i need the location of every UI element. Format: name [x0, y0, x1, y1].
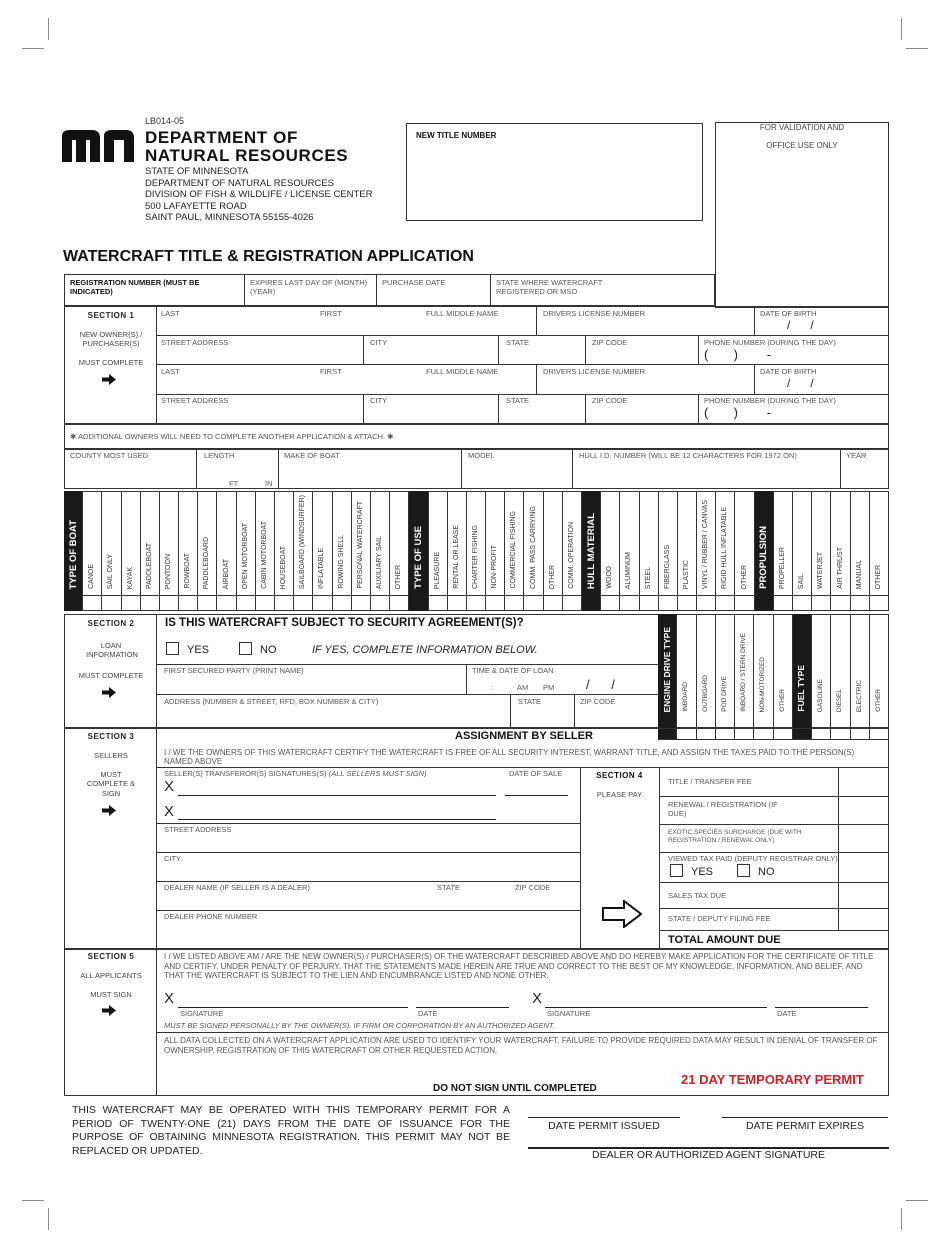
fee-exotic-species[interactable]: EXOTIC SPECIES SURCHARGE (DUE WITH REGISTRATION / RENEWAL ONLY) — [668, 829, 802, 844]
viewed-tax-no-label: NO — [758, 866, 775, 878]
engine-drive-header-label: ENGINE DRIVE TYPE — [661, 626, 672, 712]
owner2-dob-slashes: / / — [787, 376, 814, 390]
propulsion-header-column — [755, 491, 774, 595]
owner1-city-label[interactable]: CITY — [370, 338, 388, 347]
type-of-boat-option-checkbox[interactable] — [390, 595, 409, 611]
crop-mark — [22, 48, 44, 49]
type-of-boat-option-label: PADDLEBOARD — [203, 536, 211, 589]
type-of-use-option-label: RENTAL OR LEASE — [452, 525, 460, 589]
type-of-boat-option-label: KAYAK — [126, 566, 134, 589]
type-of-use-option-column[interactable] — [544, 491, 563, 595]
type-of-boat-option-checkbox[interactable] — [294, 595, 313, 611]
address-line: 500 LAFAYETTE ROAD — [145, 200, 247, 212]
owner2-dob-label[interactable]: DATE OF BIRTH — [760, 367, 817, 376]
crop-mark — [906, 48, 928, 49]
type-of-boat-option-checkbox[interactable] — [122, 595, 141, 611]
type-of-boat-option-column[interactable] — [333, 491, 352, 595]
type-of-boat-option-label: HOUSEBOAT — [280, 545, 288, 589]
hull-material-option-label: PLASTIC — [683, 559, 691, 589]
fee-title-transfer[interactable]: TITLE / TRANSFER FEE — [668, 777, 752, 786]
propulsion-option-label: MANUAL — [855, 559, 863, 589]
owner2-middle-label[interactable]: FULL MIDDLE NAME — [426, 367, 499, 376]
propulsion-option-checkbox[interactable] — [870, 595, 889, 611]
right-arrow-icon — [102, 372, 116, 383]
hull-material-option-checkbox[interactable] — [620, 595, 639, 611]
type-of-boat-option-column[interactable] — [122, 491, 141, 595]
owner2-state-label[interactable]: STATE — [506, 396, 530, 405]
propulsion-option-checkbox[interactable] — [774, 595, 793, 611]
type-of-boat-option-checkbox[interactable] — [352, 595, 371, 611]
engine-drive-option-column[interactable] — [735, 614, 754, 718]
signature-label: SIGNATURE — [180, 1009, 224, 1018]
owner2-last-label[interactable]: LAST — [161, 367, 180, 376]
dealer-state-label[interactable]: STATE — [437, 883, 461, 892]
type-of-boat-option-label: OPEN MOTORBOAT — [241, 522, 249, 589]
type-of-boat-header-label: TYPE OF BOAT — [67, 519, 79, 589]
hull-material-option-label: STEEL — [644, 566, 652, 589]
type-of-boat-header-column — [64, 491, 83, 595]
type-of-boat-option-column[interactable] — [294, 491, 313, 595]
owner1-street-label[interactable]: STREET ADDRESS — [161, 338, 229, 347]
loan-address-label[interactable]: ADDRESS (NUMBER & STREET, RFD, BOX NUMBER & CITY) — [164, 697, 379, 706]
type-of-use-option-checkbox[interactable] — [563, 595, 582, 611]
right-arrow-icon — [102, 1003, 116, 1014]
loan-zip-label[interactable]: ZIP CODE — [580, 697, 616, 706]
applicant-statement: I / WE LISTED ABOVE AM / ARE THE NEW OWNER(S) / PURCHASER(S) OF THE WATERCRAFT DESCRIBED ABOVE AND DO HEREBY MAKE APPLICATION FOR THE CERTIFICATE OF TITLE AND CERTIFY, UNDER PENALTY OF PERJURY, THAT THE STATEMENTS MADE HEREIN ARE TRUE AND CORRECT TO THE BEST OF MY KNOWLEDGE, INFORMATION, AND BELIEF, AND THAT THE WATERCRAFT IS SUBJECT TO THE LIEN AND ENCUMBRANCE LISTED AND NONE OTHER. — [164, 952, 874, 980]
type-of-boat-option-checkbox[interactable] — [198, 595, 217, 611]
propulsion-option-column[interactable] — [870, 491, 889, 595]
viewed-tax-yes-checkbox[interactable] — [670, 864, 683, 877]
seller-street-label[interactable]: STREET ADDRESS — [164, 825, 232, 834]
type-of-boat-option-column[interactable] — [179, 491, 198, 595]
type-of-use-option-column[interactable] — [429, 491, 448, 595]
sellers-sig-label-b: (ALL SELLERS MUST SIGN) — [328, 769, 427, 778]
seller-x-mark: X — [164, 803, 175, 820]
fuel-type-header-label: FUEL TYPE — [796, 665, 807, 712]
hull-material-option-column[interactable] — [678, 491, 697, 595]
date-of-sale-label[interactable]: DATE OF SALE — [509, 769, 563, 778]
type-of-use-option-label: COMM. PASS CARRYING — [529, 506, 537, 589]
engine-drive-option-column[interactable] — [774, 614, 793, 718]
hull-material-option-label: VINYL / RUBBER / CANVAS — [702, 499, 710, 589]
agency-address — [145, 166, 373, 224]
type-of-boat-option-checkbox[interactable] — [102, 595, 121, 611]
type-of-boat-option-column[interactable] — [390, 491, 409, 595]
fee-sales-tax[interactable]: SALES TAX DUE — [668, 891, 727, 900]
purchase-date-label[interactable]: PURCHASE DATE — [382, 278, 446, 287]
seller-signature-line-2[interactable] — [178, 819, 496, 820]
date-label: DATE — [418, 1009, 438, 1018]
propulsion-option-checkbox[interactable] — [831, 595, 850, 611]
type-of-boat-option-label: ROWBOAT — [184, 553, 192, 589]
length-label[interactable]: LENGTH — [204, 451, 235, 460]
type-of-boat-option-column[interactable] — [141, 491, 160, 595]
propulsion-option-column[interactable] — [774, 491, 793, 595]
hull-material-option-column[interactable] — [601, 491, 620, 595]
dealer-phone-label[interactable]: DEALER PHONE NUMBER — [164, 912, 258, 921]
hull-material-option-checkbox[interactable] — [697, 595, 716, 611]
type-of-boat-option-column[interactable] — [160, 491, 179, 595]
applicant-date-line-2[interactable] — [775, 1007, 868, 1008]
fuel-type-option-column[interactable] — [812, 614, 831, 718]
seller-x-mark: X — [164, 778, 175, 795]
type-of-use-option-label: PLEASURE — [433, 551, 441, 589]
loan-yes-checkbox[interactable] — [166, 642, 179, 655]
type-of-boat-option-column[interactable] — [313, 491, 332, 595]
type-of-use-option-checkbox[interactable] — [524, 595, 543, 611]
type-of-use-option-column[interactable] — [448, 491, 467, 595]
type-of-boat-option-label: PADDLEBOAT — [145, 542, 153, 589]
type-of-boat-option-label: CABIN MOTORBOAT — [260, 521, 268, 589]
hull-material-header-label: HULL MATERIAL — [585, 512, 597, 589]
propulsion-option-label: SAIL — [798, 573, 806, 589]
loan-yes-label: YES — [187, 644, 210, 656]
type-of-boat-option-label: PERSONAL WATERCRAFT — [356, 501, 364, 589]
certify-text: I / WE THE OWNERS OF THIS WATERCRAFT CERTIFY THE WATERCRAFT IS FREE OF ALL SECURITY INTEREST, WARRANT TITLE, AND ASSIGN THE TAXES PAID TO THE PERSON(S) NAMED ABOVE — [164, 748, 855, 766]
type-of-boat-option-checkbox[interactable] — [333, 595, 352, 611]
propulsion-option-column[interactable] — [793, 491, 812, 595]
owner2-first-label[interactable]: FIRST — [320, 367, 342, 376]
type-of-boat-option-checkbox[interactable] — [83, 595, 102, 611]
type-of-boat-option-label: ROWING SHELL — [337, 535, 345, 589]
loan-am-label[interactable]: AM — [517, 683, 529, 692]
type-of-boat-option-checkbox[interactable] — [371, 595, 390, 611]
loan-no-label: NO — [260, 644, 277, 656]
type-of-use-option-checkbox[interactable] — [486, 595, 505, 611]
form-title: WATERCRAFT TITLE & REGISTRATION APPLICATION — [63, 248, 474, 265]
type-of-boat-option-checkbox[interactable] — [275, 595, 294, 611]
owner1-license-label[interactable]: DRIVERS LICENSE NUMBER — [543, 309, 646, 318]
type-of-boat-option-column[interactable] — [102, 491, 121, 595]
hull-material-option-checkbox[interactable] — [678, 595, 697, 611]
section3-sub1: SELLERS — [94, 751, 128, 760]
address-line: DEPARTMENT OF NATURAL RESOURCES — [145, 177, 334, 189]
fee-filing[interactable]: STATE / DEPUTY FILING FEE — [668, 914, 771, 923]
type-of-boat-option-checkbox[interactable] — [160, 595, 179, 611]
fuel-type-header-column — [793, 614, 812, 718]
first-secured-label[interactable]: FIRST SECURED PARTY (PRINT NAME) — [164, 666, 304, 675]
type-of-use-option-label: COMMERCIAL FISHING — [510, 511, 518, 589]
applicant-signature-line-1[interactable] — [178, 1007, 408, 1008]
time-date-label[interactable]: TIME & DATE OF LOAN — [472, 666, 554, 675]
validation-box — [715, 122, 889, 308]
engine-drive-option-column[interactable] — [697, 614, 716, 718]
hull-material-option-checkbox[interactable] — [601, 595, 620, 611]
type-of-use-option-column[interactable] — [524, 491, 543, 595]
dept-line1: DEPARTMENT OF — [145, 128, 298, 147]
data-notice: ALL DATA COLLECTED ON A WATERCRAFT APPLICATION ARE USED TO IDENTIFY YOUR WATERCRAFT. FAILURE TO PROVIDE REQUIRED DATA MAY RESULT IN DENIAL OF TRANSFER OF OWNERSHIP, REGISTRATION OF THIS WATERCRAFT OR OTHER REQUESTED ACTION. — [164, 1036, 878, 1055]
type-of-boat-option-label: SAILBOARD (WINDSURFER) — [299, 494, 307, 589]
type-of-use-option-label: OTHER — [548, 564, 556, 589]
engine-drive-option-label: OUTBOARD — [701, 675, 709, 712]
type-of-boat-option-label: OTHER — [395, 564, 403, 589]
hull-material-header-checkbox — [582, 595, 601, 611]
section1-title: SECTION 1 — [87, 311, 135, 320]
dealer-name-label[interactable]: DEALER NAME (IF SELLER IS A DEALER) — [164, 883, 310, 892]
section2-title: SECTION 2 — [87, 619, 135, 628]
seller-city-label[interactable]: CITY — [164, 854, 182, 863]
applicant-signature-line-2[interactable] — [545, 1007, 767, 1008]
crop-mark — [48, 18, 49, 40]
fee-viewed-tax[interactable]: VIEWED TAX PAID (DEPUTY REGISTRAR ONLY) — [668, 854, 838, 863]
section1-sub1: NEW OWNER(S) / PURCHASER(S) — [79, 330, 143, 349]
type-of-boat-option-label: AUXILIARY SAIL — [376, 535, 384, 589]
type-of-boat-option-column[interactable] — [256, 491, 275, 595]
assignment-by-seller: ASSIGNMENT BY SELLER — [455, 730, 593, 742]
propulsion-option-column[interactable] — [812, 491, 831, 595]
type-of-boat-option-column[interactable] — [237, 491, 256, 595]
fuel-type-option-label: ELECTRIC — [855, 679, 863, 712]
hull-material-option-checkbox[interactable] — [640, 595, 659, 611]
fee-renewal[interactable]: RENEWAL / REGISTRATION (IF DUE) — [668, 800, 778, 818]
loan-state-label[interactable]: STATE — [518, 697, 542, 706]
hull-material-option-label: RIGID HULL INFLATABLE — [721, 507, 729, 589]
hull-material-option-column[interactable] — [736, 491, 755, 595]
hull-id-label[interactable]: HULL I.D. NUMBER (WILL BE 12 CHARACTERS FOR 1972 ON) — [579, 451, 797, 460]
engine-drive-option-label: OTHER — [778, 689, 786, 712]
engine-drive-option-label: INBOARD — [682, 682, 690, 712]
engine-drive-option-column[interactable] — [754, 614, 773, 718]
propulsion-option-label: OTHER — [874, 564, 882, 589]
type-of-use-header-label: TYPE OF USE — [412, 526, 424, 589]
type-of-use-option-checkbox[interactable] — [429, 595, 448, 611]
if-yes-note: IF YES, COMPLETE INFORMATION BELOW. — [312, 644, 538, 656]
type-of-boat-option-label: AIRBOAT — [222, 558, 230, 589]
hull-material-option-label: WOOD — [606, 566, 614, 589]
expires-label[interactable]: EXPIRES LAST DAY OF (MONTH) (YEAR) — [250, 278, 368, 296]
hull-material-option-checkbox[interactable] — [736, 595, 755, 611]
date-of-sale-line[interactable] — [505, 795, 568, 796]
owner2-city-label[interactable]: CITY — [370, 396, 388, 405]
date-label: DATE — [777, 1009, 797, 1018]
date-issued-label: DATE PERMIT ISSUED — [548, 1120, 660, 1132]
owner1-phone-label[interactable]: PHONE NUMBER (DURING THE DAY) — [704, 338, 836, 347]
type-of-use-option-column[interactable] — [563, 491, 582, 595]
section5-title: SECTION 5 — [87, 952, 135, 961]
type-of-boat-option-checkbox[interactable] — [217, 595, 236, 611]
type-of-use-option-column[interactable] — [505, 491, 524, 595]
type-of-boat-option-label: SAIL ONLY — [107, 553, 115, 589]
propulsion-option-label: AIR THRUST — [836, 547, 844, 589]
sellers-sig-label-a: SELLER(S) TRANSFEROR(S) SIGNATURES(S) — [164, 769, 327, 778]
engine-drive-option-label: POD DRIVE — [720, 676, 728, 712]
type-of-use-option-label: NON-PROFIT — [491, 545, 499, 589]
type-of-use-option-column[interactable] — [486, 491, 505, 595]
permit-text: THIS WATERCRAFT MAY BE OPERATED WITH THIS TEMPORARY PERMIT FOR A PERIOD OF TWENTY-ONE (21) DAYS FROM THE DATE OF ISSUANCE FOR THE PURPOSE OF OBTAINING MINNESOTA REGISTRATION. THIS PERMIT MAY NOT BE REPLACED OR UPDATED. — [72, 1104, 510, 1157]
total-amount-due: TOTAL AMOUNT DUE — [668, 934, 781, 946]
type-of-boat-option-label: PONTOON — [165, 553, 172, 589]
engine-drive-option-label: INBOARD / STERN DRIVE — [740, 633, 748, 712]
propulsion-option-checkbox[interactable] — [793, 595, 812, 611]
right-arrow-icon — [102, 803, 116, 814]
hull-material-option-column[interactable] — [640, 491, 659, 595]
validation-label — [716, 117, 888, 153]
type-of-boat-header-checkbox — [64, 595, 83, 611]
hull-material-option-column[interactable] — [697, 491, 716, 595]
owner2-zip-label[interactable]: ZIP CODE — [592, 396, 628, 405]
hull-material-option-checkbox[interactable] — [659, 595, 678, 611]
fuel-type-option-column[interactable] — [831, 614, 850, 718]
hull-material-option-label: OTHER — [740, 564, 748, 589]
type-of-boat-option-column[interactable] — [275, 491, 294, 595]
dealer-zip-label[interactable]: ZIP CODE — [515, 883, 551, 892]
type-of-boat-option-checkbox[interactable] — [179, 595, 198, 611]
right-arrow-icon — [102, 685, 116, 696]
fuel-type-option-label: DIESEL — [836, 688, 844, 712]
hull-material-option-column[interactable] — [659, 491, 678, 595]
hull-material-header-column — [582, 491, 601, 595]
date-issued-line[interactable] — [528, 1117, 680, 1118]
do-not-sign-note: DO NOT SIGN UNTIL COMPLETED — [433, 1083, 597, 1094]
state-registered-label[interactable]: STATE WHERE WATERCRAFT REGISTERED OR MSO — [496, 278, 603, 296]
engine-drive-option-label: NON-MOTORIZED — [759, 656, 767, 712]
type-of-use-option-checkbox[interactable] — [544, 595, 563, 611]
outline-arrow-icon — [602, 900, 642, 928]
crop-mark — [901, 18, 902, 40]
propulsion-option-label: PROPELLER — [778, 546, 786, 589]
crop-mark — [22, 1200, 44, 1201]
type-of-boat-option-checkbox[interactable] — [256, 595, 275, 611]
type-of-boat-option-column[interactable] — [198, 491, 217, 595]
please-pay-label: PLEASE PAY — [596, 790, 643, 799]
propulsion-option-checkbox[interactable] — [812, 595, 831, 611]
year-label[interactable]: YEAR — [846, 451, 867, 460]
owner2-phone-label[interactable]: PHONE NUMBER (DURING THE DAY) — [704, 396, 836, 405]
temp-permit-title: 21 DAY TEMPORARY PERMIT — [681, 1072, 864, 1087]
date-expires-label: DATE PERMIT EXPIRES — [745, 1120, 865, 1132]
model-label[interactable]: MODEL — [468, 451, 495, 460]
section5-sub2: MUST SIGN — [90, 990, 132, 999]
hull-material-option-column[interactable] — [620, 491, 639, 595]
new-title-number-box[interactable] — [406, 123, 703, 221]
hull-material-option-label: ALUMINUM — [625, 551, 633, 589]
fuel-type-option-label: OTHER — [874, 689, 882, 712]
owner1-first-label[interactable]: FIRST — [320, 309, 342, 318]
section2-sub1: LOAN INFORMATION — [86, 641, 138, 660]
type-of-use-header-column — [409, 491, 428, 595]
county-label[interactable]: COUNTY MOST USED — [70, 451, 149, 460]
hull-material-option-checkbox[interactable] — [716, 595, 735, 611]
address-line: STATE OF MINNESOTA — [145, 166, 249, 177]
registration-number-label[interactable]: REGISTRATION NUMBER (MUST BE INDICATED) — [70, 278, 200, 296]
propulsion-option-column[interactable] — [831, 491, 850, 595]
sellers-sig-label — [164, 770, 427, 778]
viewed-tax-no-checkbox[interactable] — [737, 864, 750, 877]
type-of-use-option-label: CHARTER FISHING — [471, 524, 479, 589]
validation-line2: OFFICE USE ONLY — [766, 141, 838, 150]
owner1-last-label[interactable]: LAST — [161, 309, 180, 318]
section2-sub2: MUST COMPLETE — [78, 671, 144, 680]
owner2-license-label[interactable]: DRIVERS LICENSE NUMBER — [543, 367, 646, 376]
hull-material-option-label: FIBERGLASS — [663, 545, 671, 589]
loan-time-colon: : — [491, 683, 494, 692]
applicant-date-line-1[interactable] — [416, 1007, 509, 1008]
owner1-phone-format: ( ) - — [704, 347, 772, 362]
address-line: SAINT PAUL, MINNESOTA 55155-4026 — [145, 212, 314, 223]
security-question: IS THIS WATERCRAFT SUBJECT TO SECURITY AGREEMENT(S)? — [165, 617, 524, 629]
propulsion-header-checkbox — [755, 595, 774, 611]
type-of-boat-option-checkbox[interactable] — [237, 595, 256, 611]
owner2-phone-format: ( ) - — [704, 405, 772, 420]
address-line: DIVISION OF FISH & WILDLIFE / LICENSE CENTER — [145, 189, 373, 200]
propulsion-option-checkbox[interactable] — [851, 595, 870, 611]
type-of-use-option-checkbox[interactable] — [467, 595, 486, 611]
propulsion-header-label: PROPULSION — [758, 526, 770, 589]
owner1-zip-label[interactable]: ZIP CODE — [592, 338, 628, 347]
validation-line1: FOR VALIDATION AND — [756, 123, 848, 132]
section3-title: SECTION 3 — [87, 732, 135, 741]
engine-drive-header-column — [658, 614, 677, 718]
type-of-boat-option-column[interactable] — [217, 491, 236, 595]
form-code: LB014-05 — [145, 116, 185, 126]
loan-no-checkbox[interactable] — [239, 642, 252, 655]
seller-signature-line-1[interactable] — [178, 795, 496, 796]
type-of-boat-option-column[interactable] — [352, 491, 371, 595]
length-in-label: IN — [265, 479, 273, 488]
propulsion-option-column[interactable] — [851, 491, 870, 595]
section5-sub1: ALL APPLICANTS — [80, 971, 142, 980]
owner1-dob-slashes: / / — [787, 318, 814, 332]
fuel-type-option-column[interactable] — [870, 614, 889, 718]
hull-material-option-column[interactable] — [716, 491, 735, 595]
applicant-x-mark: X — [164, 990, 175, 1007]
must-be-signed-note: MUST BE SIGNED PERSONALLY BY THE OWNER(S). IF FIRM OR CORPORATION BY AN AUTHORIZED AGENT. — [164, 1021, 555, 1030]
additional-owners-note: ✱ ADDITIONAL OWNERS WILL NEED TO COMPLETE ANOTHER APPLICATION & ATTACH. ✱ — [70, 432, 394, 441]
fuel-type-option-label: GASOLINE — [817, 678, 825, 712]
type-of-boat-option-column[interactable] — [371, 491, 390, 595]
crop-mark — [901, 1208, 902, 1230]
type-of-boat-option-checkbox[interactable] — [141, 595, 160, 611]
engine-drive-option-column[interactable] — [716, 614, 735, 718]
owner2-street-label[interactable]: STREET ADDRESS — [161, 396, 229, 405]
signature-label: SIGNATURE — [547, 1009, 591, 1018]
type-of-boat-option-column[interactable] — [83, 491, 102, 595]
dept-line2: NATURAL RESOURCES — [145, 146, 349, 165]
dealer-signature-label: DEALER OR AUTHORIZED AGENT SIGNATURE — [592, 1149, 825, 1161]
propulsion-option-label: WATERJET — [817, 552, 825, 589]
crop-mark — [906, 1200, 928, 1201]
section3-sub2: MUST COMPLETE & SIGN — [86, 770, 136, 798]
section4-title: SECTION 4 — [596, 771, 643, 780]
date-expires-line[interactable] — [722, 1117, 888, 1118]
type-of-use-option-checkbox[interactable] — [505, 595, 524, 611]
crop-mark — [48, 1208, 49, 1230]
type-of-boat-option-label: CANOE — [88, 564, 96, 589]
new-title-number-label: NEW TITLE NUMBER — [416, 131, 497, 140]
dnr-logo-icon — [62, 130, 140, 162]
type-of-boat-option-checkbox[interactable] — [313, 595, 332, 611]
loan-pm-label[interactable]: PM — [543, 683, 555, 692]
type-of-use-option-checkbox[interactable] — [448, 595, 467, 611]
owner1-middle-label[interactable]: FULL MIDDLE NAME — [426, 309, 499, 318]
type-of-use-header-checkbox — [409, 595, 428, 611]
viewed-tax-yes-label: YES — [691, 866, 714, 878]
loan-date-slashes: / / — [586, 677, 615, 692]
engine-drive-option-column[interactable] — [677, 614, 696, 718]
section1-sub2: MUST COMPLETE — [78, 358, 144, 367]
make-label[interactable]: MAKE OF BOAT — [284, 451, 340, 460]
fuel-type-option-column[interactable] — [851, 614, 870, 718]
applicant-x-mark: X — [532, 990, 543, 1007]
type-of-use-option-column[interactable] — [467, 491, 486, 595]
owner1-state-label[interactable]: STATE — [506, 338, 530, 347]
type-of-use-option-label: COMM. OPERATION — [567, 522, 575, 589]
type-of-boat-option-label: INFLATABLE — [318, 548, 326, 589]
length-ft-label: FT — [229, 479, 239, 488]
owner1-dob-label[interactable]: DATE OF BIRTH — [760, 309, 817, 318]
